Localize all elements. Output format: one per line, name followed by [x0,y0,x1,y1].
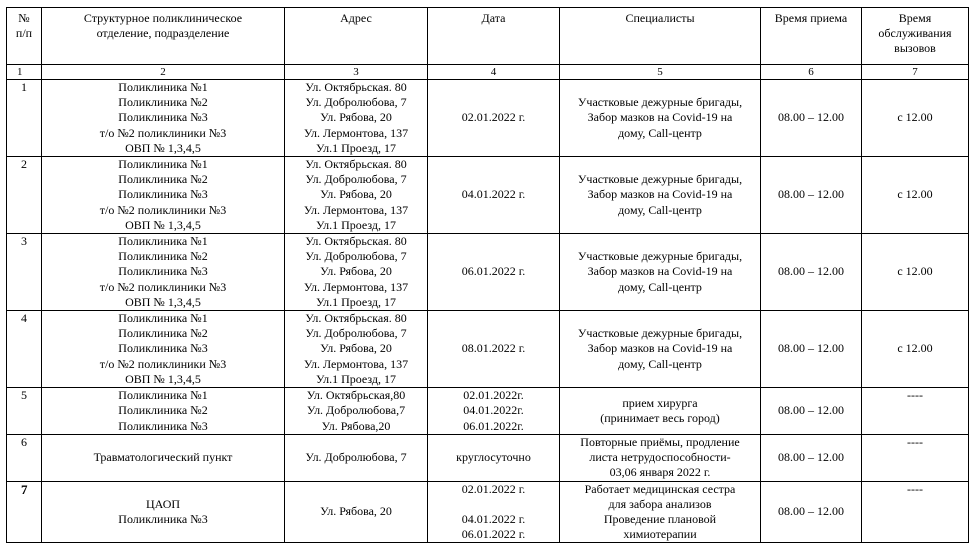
time-cell: 08.00 – 12.00 [761,435,862,482]
date-cell [428,157,560,234]
address: Ул.1 Проезд, 17 [315,294,397,309]
table-row [7,311,969,388]
unit-name: Поликлиника №2 [118,403,208,418]
table-row [7,388,969,435]
column-number: 2 [42,65,285,80]
unit-name: т/о №2 поликлиники №3 [99,279,227,294]
unit-name: Поликлиника №2 [118,172,208,187]
unit-name: Травматологический пункт [93,450,233,465]
header-date: Дата [428,8,560,65]
unit-name: ОВП № 1,3,4,5 [125,371,201,386]
unit-name: т/о №2 поликлиники №3 [99,125,227,140]
unit-name: Поликлиника №2 [118,249,208,264]
column-number: 5 [560,65,761,80]
unit-name: ЦАОП [145,496,181,511]
unit-name: Поликлиника №3 [118,341,208,356]
unit-name: Поликлиника №1 [118,80,208,94]
address: Ул. Лермонтова, 137 [303,279,409,294]
address: Ул. Рябова, 20 [320,110,392,125]
calls-cell: с 12.00 [862,80,969,157]
unit-cell [42,435,285,482]
calls-cell: с 12.00 [862,157,969,234]
schedule-table [6,7,969,543]
time-cell: 08.00 – 12.00 [761,157,862,234]
unit-name: Поликлиника №1 [118,388,208,403]
column-number: 7 [862,65,969,80]
row-number: 7 [7,481,42,543]
table-body [7,80,969,543]
unit-name: Поликлиника №1 [118,311,208,326]
date-cell [428,388,560,435]
column-number: 3 [285,65,428,80]
row-number: 1 [7,80,42,157]
date: 06.01.2022 г. [461,264,526,279]
date-cell [428,234,560,311]
date: круглосуточно [456,450,531,465]
address: Ул. Лермонтова, 137 [303,125,409,140]
address: Ул. Октябрьская. 80 [305,157,407,172]
address-cell [285,435,428,482]
date: 06.01.2022 г. [461,527,526,542]
date-cell [428,481,560,543]
address-cell [285,234,428,311]
date: 06.01.2022г. [463,418,524,433]
time-cell: 08.00 – 12.00 [761,388,862,435]
specialists-cell: Повторные приёмы, продление листа нетрудоспособности- 03,06 января 2022 г. [560,435,761,482]
address: Ул.1 Проезд, 17 [315,371,397,386]
date-cell [428,311,560,388]
unit-name: т/о №2 поликлиники №3 [99,202,227,217]
address: Ул. Рябова, 20 [320,187,392,202]
unit-name: Поликлиника №3 [118,110,208,125]
time-cell: 08.00 – 12.00 [761,234,862,311]
address: Ул. Добролюбова,7 [306,403,406,418]
calls-cell: ---- [862,388,969,435]
address: Ул. Лермонтова, 137 [303,356,409,371]
unit-name: т/о №2 поликлиники №3 [99,356,227,371]
unit-cell [42,481,285,543]
date [430,497,557,512]
address-cell [285,311,428,388]
address: Ул. Октябрьская,80 [306,388,406,403]
column-number: 4 [428,65,560,80]
time-cell: 08.00 – 12.00 [761,481,862,543]
row-number: 4 [7,311,42,388]
address-cell [285,80,428,157]
unit-name: Поликлиника №3 [118,187,208,202]
address: Ул. Добролюбова, 7 [305,95,407,110]
address: Ул. Добролюбова, 7 [305,172,407,187]
address: Ул.1 Проезд, 17 [315,217,397,232]
address: Ул. Рябова, 20 [320,264,392,279]
date: 02.01.2022 г. [461,110,526,125]
specialists-cell: Участковые дежурные бригады, Забор мазков на Covid-19 на дому, Call-центр [560,311,761,388]
address: Ул. Добролюбова, 7 [305,249,407,264]
time-cell: 08.00 – 12.00 [761,311,862,388]
address: Ул. Октябрьская. 80 [305,80,407,94]
unit-name: ОВП № 1,3,4,5 [125,294,201,309]
specialists-cell: Работает медицинская сестра для забора анализов Проведение плановой химиотерапии [560,481,761,543]
date-cell [428,80,560,157]
unit-name: Поликлиника №3 [118,264,208,279]
header-time: Время приема [761,8,862,65]
address: Ул. Добролюбова, 7 [305,326,407,341]
address: Ул. Рябова, 20 [320,504,392,519]
address: Ул. Рябова, 20 [320,341,392,356]
header-row [7,8,969,65]
unit-name: Поликлиника №2 [118,95,208,110]
row-number: 3 [7,234,42,311]
address: Ул. Октябрьская. 80 [305,234,407,249]
header-specialists: Специалисты [560,8,761,65]
address-cell [285,157,428,234]
unit-name: Поликлиника №3 [118,512,208,527]
unit-cell [42,388,285,435]
header-address: Адрес [285,8,428,65]
calls-cell: ---- [862,481,969,543]
header-calls: Время обслуживания вызовов [862,8,969,65]
time-cell: 08.00 – 12.00 [761,80,862,157]
specialists-cell: Участковые дежурные бригады, Забор мазков на Covid-19 на дому, Call-центр [560,157,761,234]
column-number: 6 [761,65,862,80]
address: Ул.1 Проезд, 17 [315,140,397,155]
header-unit: Структурное поликлиническое отделение, подразделение [42,8,285,65]
specialists-cell: прием хирурга (принимает весь город) [560,388,761,435]
address-cell [285,388,428,435]
specialists-cell: Участковые дежурные бригады, Забор мазков на Covid-19 на дому, Call-центр [560,234,761,311]
row-number: 2 [7,157,42,234]
unit-name: Поликлиника №2 [118,326,208,341]
date: 08.01.2022 г. [461,341,526,356]
date: 04.01.2022г. [463,403,524,418]
unit-name: Поликлиника №1 [118,234,208,249]
unit-name: ОВП № 1,3,4,5 [125,217,201,232]
address: Ул. Лермонтова, 137 [303,202,409,217]
table-row [7,435,969,482]
header-number: № п/п [7,8,42,65]
unit-cell [42,157,285,234]
column-number: 1 [7,65,42,80]
unit-cell [42,234,285,311]
row-number: 5 [7,388,42,435]
unit-name: Поликлиника №3 [118,418,208,433]
date: 04.01.2022 г. [461,511,526,526]
address: Ул. Добролюбова, 7 [305,450,407,465]
unit-name: ОВП № 1,3,4,5 [125,140,201,155]
address: Ул. Рябова,20 [321,418,391,433]
calls-cell: с 12.00 [862,234,969,311]
unit-name: Поликлиника №1 [118,157,208,172]
date: 04.01.2022 г. [461,187,526,202]
unit-cell [42,80,285,157]
address: Ул. Октябрьская. 80 [305,311,407,326]
specialists-cell: Участковые дежурные бригады, Забор мазков на Covid-19 на дому, Call-центр [560,80,761,157]
calls-cell: с 12.00 [862,311,969,388]
column-numbers-row [7,65,969,80]
date: 02.01.2022 г. [461,481,526,496]
address-cell [285,481,428,543]
date-cell [428,435,560,482]
table-row [7,157,969,234]
date: 02.01.2022г. [463,388,524,403]
table-row [7,481,969,543]
row-number: 6 [7,435,42,482]
table-row [7,234,969,311]
calls-cell: ---- [862,435,969,482]
schedule-document [6,7,969,543]
table-row [7,80,969,157]
unit-cell [42,311,285,388]
